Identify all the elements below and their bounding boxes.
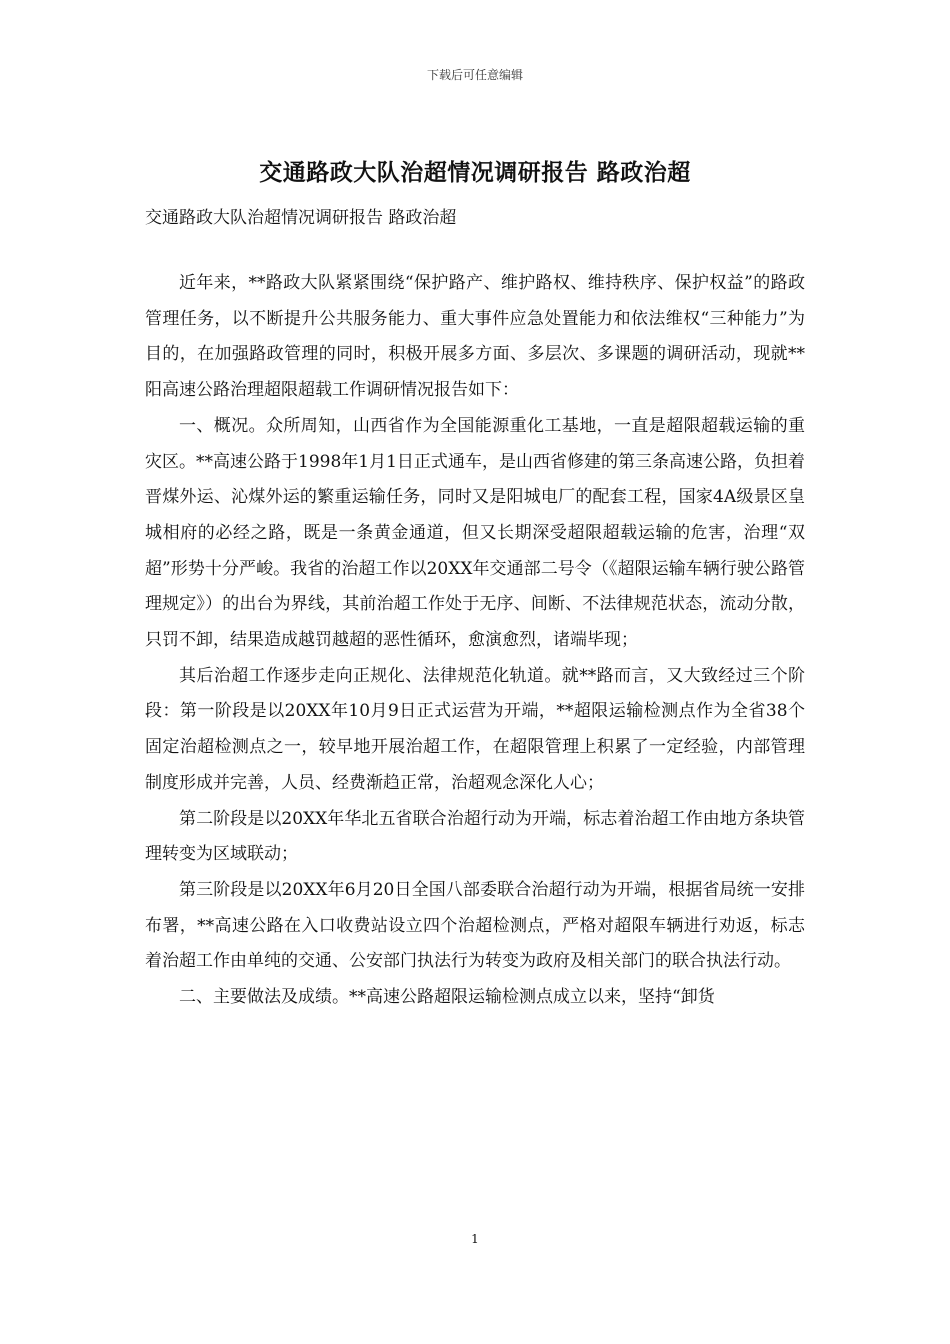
document-title: 交通路政大队治超情况调研报告 路政治超 bbox=[259, 159, 691, 186]
paragraph-overview: 一、概况。众所周知，山西省作为全国能源重化工基地，一直是超限超载运输的重灾区。**高速公路于1998年1月1日正式通车，是山西省修建的第三条高速公路，负担着晋煤外运、沁煤外运的繁重运输任务，同时又是阳城电厂的配套工程，国家4A级景区皇城相府的必经之路，既是一条黄金通道，但又长期深受超限超载运输的危害，治理“双超”形势十分严峻。我省的治超工作以20XX年交通部二号令（《超限运输车辆行驶公路管理规定》）的出台为界线，其前治超工作处于无序、间断、不法律规范状态，流动分散，只罚不卸，结果造成越罚越超的恶性循环，愈演愈烈，诸端毕现； bbox=[145, 415, 805, 651]
paragraph-stages: 其后治超工作逐步走向正规化、法律规范化轨道。就**路而言，又大致经过三个阶段：第一阶段是以20XX年10月9日正式运营为开端，**超限运输检测点作为全省38个固定治超检测点之一，较早地开展治超工作，在超限管理上积累了一定经验，内部管理制度形成并完善，人员、经费渐趋正常，治超观念深化人心； bbox=[145, 665, 805, 793]
document-subtitle: 交通路政大队治超情况调研报告 路政治超 bbox=[145, 208, 457, 228]
paragraph-intro: 近年来，**路政大队紧紧围绕“保护路产、维护路权、维持秩序、保护权益”的路政管理任务，以不断提升公共服务能力、重大事件应急处置能力和依法维权“三种能力”为目的，在加强路政管理的同时，积极开展多方面、多层次、多课题的调研活动，现就**阳高速公路治理超限超载工作调研情况报告如下： bbox=[145, 273, 805, 401]
header-note: 下载后可任意编辑 bbox=[426, 68, 523, 82]
paragraph-stage-three: 第三阶段是以20XX年6月20日全国八部委联合治超行动为开端，根据省局统一安排布署，**高速公路在入口收费站设立四个治超检测点，严格对超限车辆进行劝返，标志着治超工作由单纯的交通、公安部门执法行为转变为政府及相关部门的联合执法行动。 bbox=[145, 879, 805, 972]
paragraph-practices: 二、主要做法及成绩。**高速公路超限运输检测点成立以来，坚持“卸货 bbox=[179, 987, 715, 1008]
paragraph-stage-two: 第二阶段是以20XX年华北五省联合治超行动为开端，标志着治超工作由地方条块管理转变为区域联动； bbox=[145, 808, 805, 865]
page-number: 1 bbox=[471, 1232, 479, 1246]
document-body bbox=[145, 266, 805, 1016]
